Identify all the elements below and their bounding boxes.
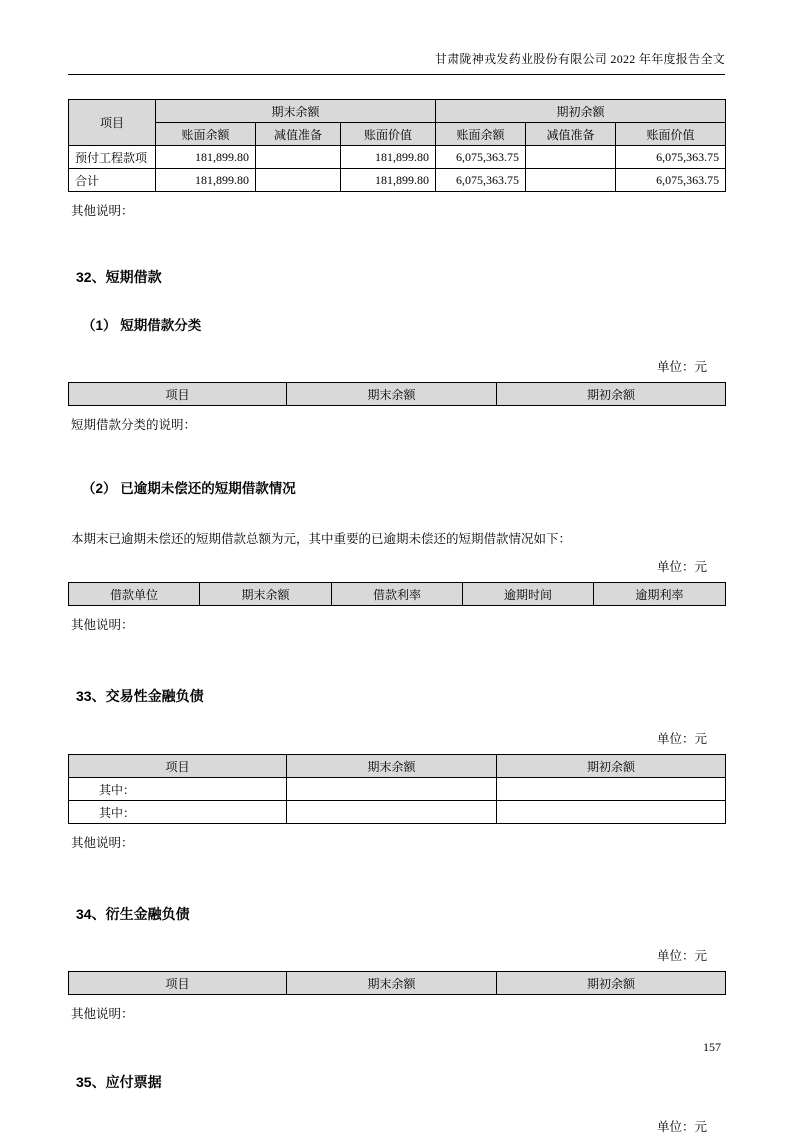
trading-financial-liabilities-table bbox=[68, 754, 726, 824]
page-number: 157 bbox=[703, 1040, 721, 1054]
value-cell: 6,075,363.75 bbox=[616, 146, 726, 169]
derivative-financial-liabilities-table bbox=[68, 971, 726, 995]
value-cell: 6,075,363.75 bbox=[436, 169, 526, 192]
header-cell: 借款利率 bbox=[332, 583, 463, 606]
section-34-title: 34、衍生金融负债 bbox=[76, 906, 190, 922]
section-32-sub2-title: （2） 已逾期未偿还的短期借款情况 bbox=[82, 481, 296, 496]
header-cell-beginning: 期初余额 bbox=[436, 100, 726, 123]
section-35-title: 35、应付票据 bbox=[76, 1074, 162, 1090]
overdue-intro-paragraph: 本期末已逾期未偿还的短期借款总额为元，其中重要的已逾期未偿还的短期借款情况如下： bbox=[71, 532, 572, 546]
table-header-row bbox=[69, 755, 726, 778]
value-cell bbox=[526, 146, 616, 169]
table-header-row bbox=[69, 100, 726, 123]
short-term-loan-classification-table bbox=[68, 382, 726, 406]
header-cell: 项目 bbox=[69, 383, 287, 406]
value-cell: 181,899.80 bbox=[341, 146, 436, 169]
header-cell: 项目 bbox=[69, 972, 287, 995]
value-cell: 6,075,363.75 bbox=[616, 169, 726, 192]
unit-label: 单位：元 bbox=[656, 1120, 707, 1134]
value-cell bbox=[287, 801, 497, 824]
unit-label: 单位：元 bbox=[656, 949, 707, 963]
value-cell bbox=[497, 778, 726, 801]
value-cell bbox=[256, 146, 341, 169]
section-33-title: 33、交易性金融负债 bbox=[76, 688, 204, 704]
table-header-row bbox=[69, 583, 726, 606]
row-item-cell: 预付工程款项 bbox=[69, 146, 156, 169]
value-cell: 6,075,363.75 bbox=[436, 146, 526, 169]
header-cell: 期末余额 bbox=[287, 383, 497, 406]
overdue-loan-table bbox=[68, 582, 726, 606]
classification-note: 短期借款分类的说明： bbox=[71, 418, 197, 432]
value-cell bbox=[526, 169, 616, 192]
header-cell: 期末余额 bbox=[287, 972, 497, 995]
table-header-row bbox=[69, 383, 726, 406]
other-note: 其他说明： bbox=[71, 204, 134, 218]
header-cell: 逾期时间 bbox=[463, 583, 594, 606]
report-header-title: 甘肃陇神戎发药业股份有限公司 2022 年年度报告全文 bbox=[68, 50, 725, 75]
value-cell bbox=[256, 169, 341, 192]
section-32-sub1-title: （1） 短期借款分类 bbox=[82, 318, 202, 333]
table-subheader-row bbox=[69, 123, 726, 146]
unit-label: 单位：元 bbox=[656, 360, 707, 374]
other-note: 其他说明： bbox=[71, 1007, 134, 1021]
header-cell: 期初余额 bbox=[497, 383, 726, 406]
header-cell-ending: 期末余额 bbox=[156, 100, 436, 123]
value-cell: 181,899.80 bbox=[156, 169, 256, 192]
value-cell bbox=[287, 778, 497, 801]
unit-label: 单位：元 bbox=[656, 560, 707, 574]
value-cell bbox=[497, 801, 726, 824]
subheader-cell: 减值准备 bbox=[256, 123, 341, 146]
value-cell: 181,899.80 bbox=[341, 169, 436, 192]
header-cell: 期末余额 bbox=[287, 755, 497, 778]
table-row bbox=[69, 146, 726, 169]
header-cell-item: 项目 bbox=[69, 100, 156, 146]
header-cell: 项目 bbox=[69, 755, 287, 778]
subheader-cell: 账面余额 bbox=[436, 123, 526, 146]
table-row bbox=[69, 801, 726, 824]
header-cell: 期初余额 bbox=[497, 972, 726, 995]
header-cell: 借款单位 bbox=[69, 583, 200, 606]
row-item-cell: 合计 bbox=[69, 169, 156, 192]
header-cell: 期末余额 bbox=[200, 583, 332, 606]
prepayment-table bbox=[68, 99, 726, 192]
header-cell: 逾期利率 bbox=[594, 583, 726, 606]
other-note: 其他说明： bbox=[71, 836, 134, 850]
subheader-cell: 账面价值 bbox=[341, 123, 436, 146]
header-cell: 期初余额 bbox=[497, 755, 726, 778]
other-note: 其他说明： bbox=[71, 618, 134, 632]
table-row-total bbox=[69, 169, 726, 192]
table-row bbox=[69, 778, 726, 801]
section-32-title: 32、短期借款 bbox=[76, 269, 162, 285]
subheader-cell: 账面价值 bbox=[616, 123, 726, 146]
table-header-row bbox=[69, 972, 726, 995]
row-item-cell: 其中： bbox=[69, 778, 287, 801]
subheader-cell: 账面余额 bbox=[156, 123, 256, 146]
unit-label: 单位：元 bbox=[656, 732, 707, 746]
value-cell: 181,899.80 bbox=[156, 146, 256, 169]
subheader-cell: 减值准备 bbox=[526, 123, 616, 146]
row-item-cell: 其中： bbox=[69, 801, 287, 824]
